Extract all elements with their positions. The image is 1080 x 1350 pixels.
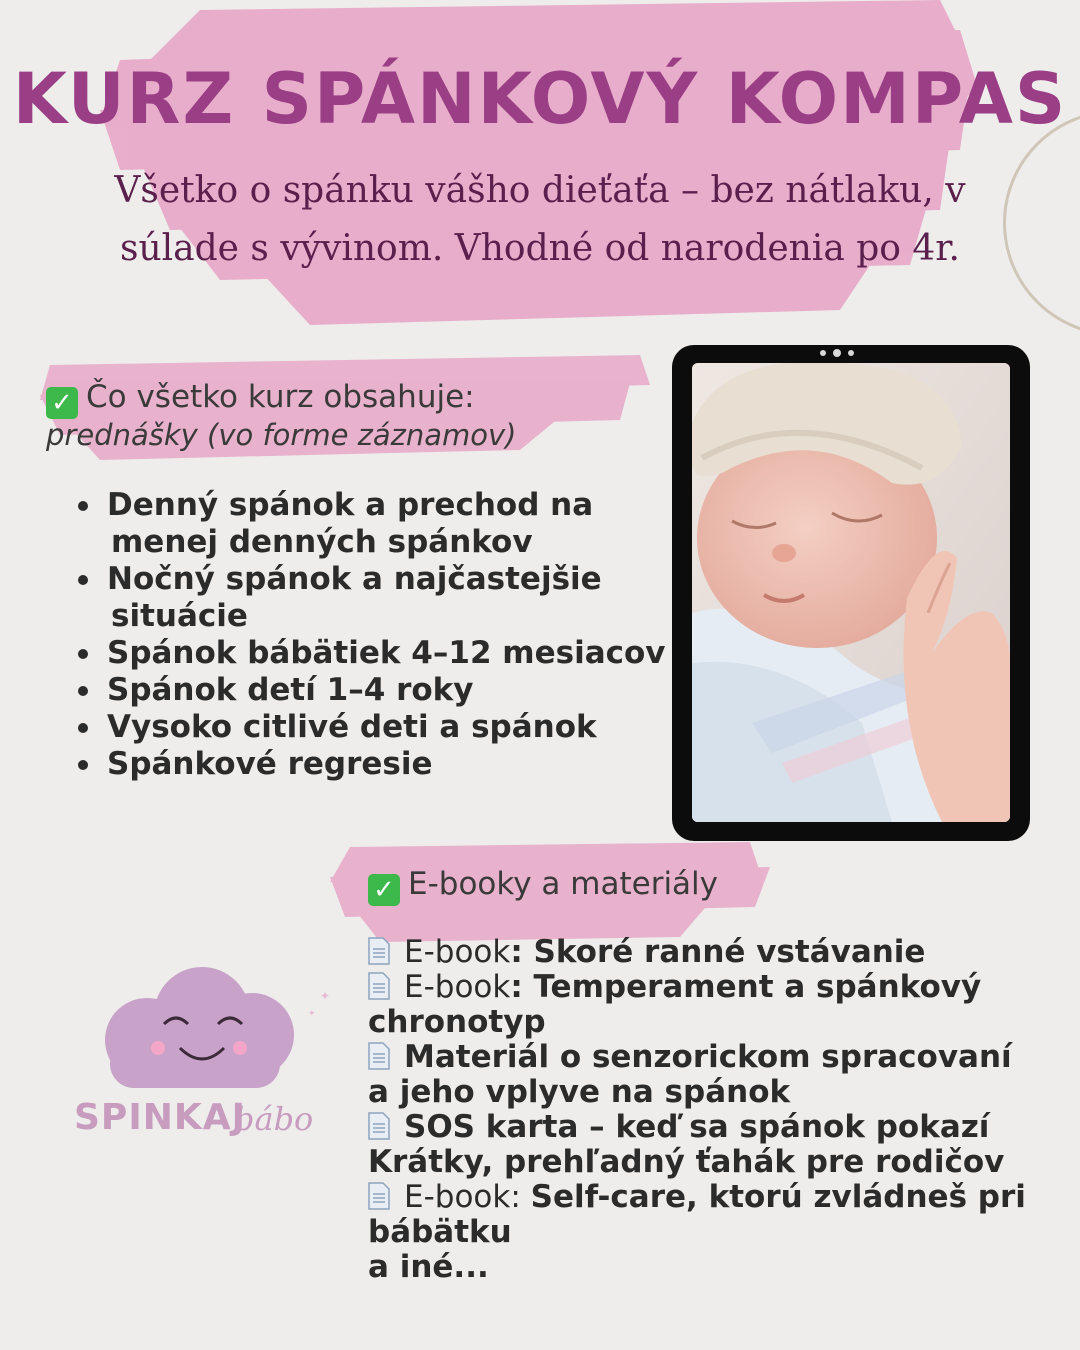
bullet-icon [78, 575, 88, 585]
bullet-icon [78, 501, 88, 511]
svg-text:✦: ✦ [320, 989, 331, 1003]
list-item: Spánok bábätiek 4–12 mesiacov [70, 635, 690, 672]
course-topics-list [70, 487, 690, 783]
camera-dot [820, 350, 826, 356]
bullet-icon [78, 723, 88, 733]
page-title: KURZ SPÁNKOVÝ KOMPAS [12, 58, 1068, 140]
document-icon [368, 1182, 390, 1210]
materials-heading [368, 866, 718, 906]
materials-list: E-book: Skoré ranné vstávanie E-book: Temperament a spánkový chronotyp Materiál o senzorickom spracovaní a jeho vplyve na spánok SOS karta – keď sa spánok pokazí Krátky, prehľadný ťahák pre rodičov E-book: Self-care, ktorú zvládneš pri bábätku a iné... [368, 935, 1048, 1285]
course-heading [46, 378, 475, 419]
list-item: Materiál o senzorickom spracovaní [368, 1040, 1048, 1075]
bullet-icon [78, 760, 88, 770]
logo-wordmark: SPINKAJ [74, 1097, 246, 1138]
list-item: SOS karta – keď sa spánok pokazí [368, 1110, 1048, 1145]
subtitle-line-2: súlade s vývinom. Vhodné od narodenia po 4r. [119, 228, 960, 269]
check-icon: ✓ [368, 874, 400, 906]
baby-photo [692, 363, 1010, 822]
list-item: Nočný spánok a najčastejšie situácie [70, 561, 690, 635]
page-subtitle [90, 162, 990, 278]
bullet-icon [78, 686, 88, 696]
list-item: E-book: Self-care, ktorú zvládneš pri [368, 1180, 1048, 1215]
document-icon [368, 1042, 390, 1070]
logo-script: bábo [234, 1100, 314, 1138]
materials-footer: a iné... [368, 1249, 489, 1285]
list-item: Vysoko citlivé deti a spánok [70, 709, 690, 746]
list-item: E-book: Skoré ranné vstávanie [368, 935, 1048, 970]
course-heading-text: Čo všetko kurz obsahuje: [86, 379, 475, 415]
list-item: Spánkové regresie [70, 746, 690, 783]
camera-dot [848, 350, 854, 356]
check-icon: ✓ [46, 387, 78, 419]
document-icon [368, 937, 390, 965]
materials-heading-text: E-booky a materiály [408, 866, 719, 902]
camera-lens [833, 349, 841, 357]
bullet-icon [78, 649, 88, 659]
course-subheading: prednášky (vo forme záznamov) [46, 418, 517, 452]
document-icon [368, 1112, 390, 1140]
document-icon [368, 972, 390, 1000]
subtitle-line-1: Všetko o spánku vášho dieťaťa – bez nátlaku, v [114, 170, 966, 211]
tablet-mockup [672, 345, 1030, 841]
list-item: Spánok detí 1–4 roky [70, 672, 690, 709]
list-item: E-book: Temperament a spánkový [368, 970, 1048, 1005]
sleeping-baby-image [692, 363, 1010, 822]
svg-text:✦: ✦ [308, 1009, 316, 1019]
decorative-arc [1003, 110, 1080, 336]
list-item: Denný spánok a prechod na menej denných spánkov [70, 487, 690, 561]
